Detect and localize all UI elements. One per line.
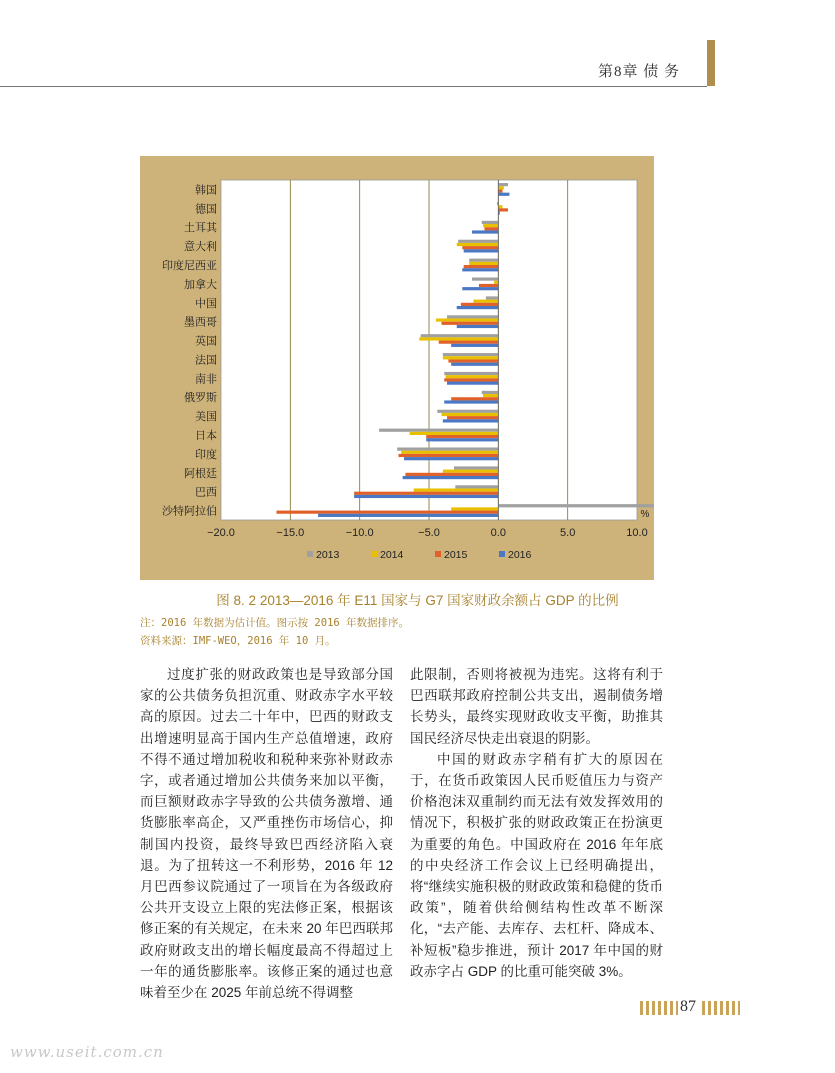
x-tick-label: 0.0 (490, 527, 506, 539)
bar (443, 356, 498, 359)
bar (404, 457, 498, 460)
legend-swatch (499, 551, 505, 557)
bar (482, 391, 499, 394)
bar (426, 438, 498, 441)
category-label: 加拿大 (184, 277, 217, 291)
bar (455, 485, 498, 488)
bar (397, 447, 498, 450)
bar (444, 372, 498, 375)
category-label: 英国 (195, 334, 217, 348)
bar (472, 230, 498, 233)
bar (461, 303, 498, 306)
bar (462, 287, 498, 290)
x-tick-label: 5.0 (560, 527, 576, 539)
bar (443, 470, 498, 473)
bar (483, 224, 498, 227)
bar (469, 262, 498, 265)
figure-caption: 图 8. 2 2013—2016 年 E11 国家与 G7 国家财政余额占 GDP 的比例 (216, 593, 619, 608)
bar (447, 382, 498, 385)
bar (276, 511, 498, 514)
category-label: 印度 (195, 447, 217, 461)
category-label: 德国 (195, 202, 217, 216)
bar (436, 318, 498, 321)
right-column (410, 664, 663, 982)
bar (472, 277, 498, 280)
category-label: 阿根廷 (184, 466, 217, 480)
category-label: 墨西哥 (184, 315, 217, 329)
x-tick-label: −10.0 (345, 527, 374, 539)
chapter-header: 第8章 债 务 (598, 64, 681, 80)
category-label: 印度尼西亚 (162, 259, 217, 272)
bar-chart (140, 156, 654, 580)
bar (379, 429, 498, 432)
bar (414, 488, 499, 491)
bar (447, 416, 498, 419)
bar (462, 268, 498, 271)
page-number: 87 (680, 998, 696, 1015)
bar (444, 378, 498, 381)
bar (443, 419, 498, 422)
bar (473, 300, 498, 303)
legend-label: 2016 (508, 549, 532, 561)
category-label: 法国 (195, 353, 217, 367)
bar (441, 413, 498, 416)
legend-label: 2015 (444, 549, 468, 561)
category-label: 日本 (195, 429, 217, 442)
bar (464, 265, 499, 268)
bar (451, 344, 498, 347)
legend-label: 2014 (380, 549, 404, 561)
bar (441, 322, 498, 325)
legend-swatch (307, 551, 313, 557)
header-rule (0, 86, 707, 87)
bar (448, 359, 498, 362)
legend-swatch (371, 551, 377, 557)
category-label: 土耳其 (184, 221, 217, 235)
header-accent-bar (707, 40, 715, 86)
bar (354, 492, 498, 495)
category-label: 意大利 (184, 240, 217, 254)
bar (443, 353, 498, 356)
bar (447, 315, 498, 318)
category-label: 中国 (195, 296, 217, 310)
bar (498, 183, 508, 186)
bar (457, 325, 499, 328)
bar (318, 514, 498, 517)
bar (403, 476, 499, 479)
bar (457, 243, 499, 246)
category-label: 沙特阿拉伯 (162, 504, 217, 518)
bar (426, 435, 498, 438)
bar (498, 186, 504, 189)
bar (458, 240, 498, 243)
bar (354, 495, 498, 498)
bar (494, 281, 498, 284)
figure-note: 注：2016 年数据为估计值。图示按 2016 年数据排序。 (140, 617, 410, 629)
bar (405, 473, 498, 476)
bar (462, 246, 498, 249)
bar (401, 451, 498, 454)
bar (483, 394, 498, 397)
bar (486, 296, 498, 299)
bar (498, 189, 502, 192)
legend-label: 2013 (316, 549, 340, 561)
paragraph-continued: 此限制，否则将被视为违宪。这将有利于巴西联邦政府控制公共支出，遏制债务增长势头，最终实现财政收支平衡，助推其国民经济尽快走出衰退的阴影。 (410, 667, 663, 746)
bar (419, 337, 498, 340)
bar (446, 375, 499, 378)
bar (451, 507, 498, 510)
watermark: www.useit.com.cn (10, 1043, 164, 1061)
bar (451, 397, 498, 400)
bar (498, 205, 502, 208)
paragraph: 中国的财政赤字稍有扩大的原因在于，在货币政策因人民币贬值压力与资产价格泡沫双重制约而无法有效发挥效用的情况下，积极扩张的财政政策正在扮演更为重要的角色。中国政府在 2016 年年底的中央经济工作会议上已经明确提出，将“继续实施积极的财政政策和稳健的货币政策”，随着供给侧结构性改革不断深化，“去产能、去库存、去杠杆、降成本、补短板”稳步推进，预计 2017 年中国的财政赤字占 GDP 的比重可能突破 3%。 (410, 751, 663, 979)
axis-unit-label: % (640, 509, 650, 520)
bar (469, 259, 498, 262)
bar (398, 454, 498, 457)
figure-source: 资料来源：IMF-WEO，2016 年 10 月。 (140, 635, 336, 647)
bar (457, 306, 499, 309)
bar (454, 466, 498, 469)
bar (482, 221, 499, 224)
bar (479, 284, 498, 287)
x-tick-label: −15.0 (276, 527, 305, 539)
x-tick-label: −5.0 (418, 527, 440, 539)
bar (410, 432, 499, 435)
category-label: 南非 (195, 372, 217, 386)
bar (451, 363, 498, 366)
x-tick-label: 10.0 (626, 527, 648, 539)
x-tick-label: −20.0 (207, 527, 235, 539)
legend-swatch (435, 551, 441, 557)
category-label: 美国 (195, 410, 217, 424)
category-label: 韩国 (195, 183, 217, 197)
bar (464, 249, 499, 252)
paragraph: 过度扩张的财政政策也是导致部分国家的公共债务负担沉重、财政赤字水平较高的原因。过去二十年中，巴西的财政支出增速明显高于国内生产总值增速，政府不得不通过增加税收和税种来弥补财政赤字，或者通过增加公共债务来加以平衡，而巨额财政赤字导致的公共债务激增、通货膨胀率高企，又严重挫伤市场信心，抑制国内投资，最终导致巴西经济陷入衰退。为了扭转这一不利形势，2016 年 12 月巴西参议院通过了一项旨在为各级政府公共开支设立上限的宪法修正案，根据该修正案的有关规定，在未来 20 年巴西联邦政府财政支出的增长幅度最高不得超过上一年的通货膨胀率。该修正案的通过也意味着至少在 2025 年前总统不得调整 (140, 667, 393, 1001)
category-label: 巴西 (195, 485, 217, 499)
page-decoration-left (640, 1001, 678, 1015)
page-decoration-right (702, 1001, 740, 1015)
bar (439, 341, 499, 344)
bar (498, 504, 654, 507)
bar (498, 193, 509, 196)
left-column (140, 664, 393, 1003)
category-label: 俄罗斯 (184, 391, 217, 405)
bar (498, 208, 508, 211)
chart-panel (140, 156, 654, 580)
bar (437, 410, 498, 413)
bar (421, 334, 499, 337)
bar (444, 400, 498, 403)
bar (484, 227, 498, 230)
